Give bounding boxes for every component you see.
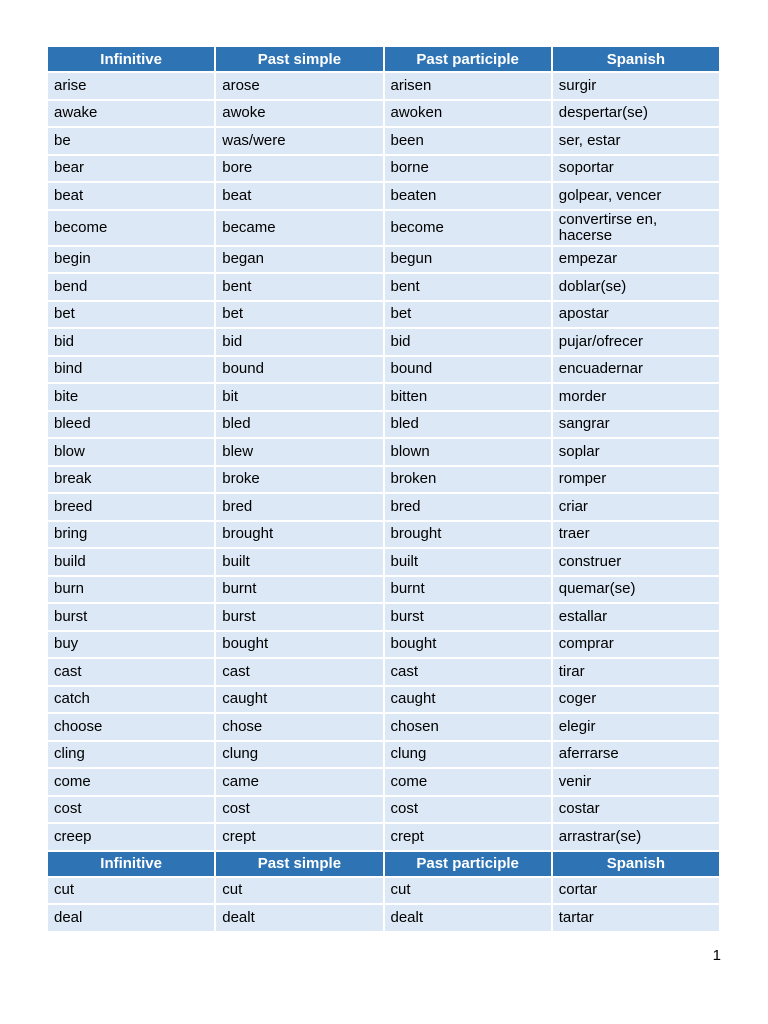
table-row — [48, 439, 719, 465]
cell-past-simple: came — [216, 769, 382, 795]
cell-past-simple: bred — [216, 494, 382, 520]
table-row — [48, 714, 719, 740]
cell-spanish: despertar(se) — [553, 101, 719, 127]
cell-past-simple: blew — [216, 439, 382, 465]
table-row — [48, 128, 719, 154]
cell-past-participle: begun — [385, 247, 551, 273]
cell-past-participle: clung — [385, 742, 551, 768]
cell-infinitive: burn — [48, 577, 214, 603]
cell-past-participle: dealt — [385, 905, 551, 931]
cell-infinitive: beat — [48, 183, 214, 209]
cell-spanish: romper — [553, 467, 719, 493]
table-row — [48, 302, 719, 328]
cell-spanish: soplar — [553, 439, 719, 465]
cell-past-simple: crept — [216, 824, 382, 850]
cell-past-participle: become — [385, 211, 551, 245]
cell-infinitive: cast — [48, 659, 214, 685]
cell-past-participle: cast — [385, 659, 551, 685]
cell-infinitive: breed — [48, 494, 214, 520]
cell-past-simple: was/were — [216, 128, 382, 154]
cell-past-participle: broken — [385, 467, 551, 493]
cell-spanish: coger — [553, 687, 719, 713]
cell-infinitive: break — [48, 467, 214, 493]
cell-infinitive: build — [48, 549, 214, 575]
cell-past-simple: arose — [216, 73, 382, 99]
cell-infinitive: bid — [48, 329, 214, 355]
cell-past-simple: broke — [216, 467, 382, 493]
cell-infinitive: cling — [48, 742, 214, 768]
column-header-past-participle: Past participle — [385, 852, 551, 876]
cell-past-simple: bent — [216, 274, 382, 300]
cell-past-simple: began — [216, 247, 382, 273]
cell-infinitive: cut — [48, 878, 214, 904]
cell-infinitive: awake — [48, 101, 214, 127]
table-row — [48, 604, 719, 630]
table-row — [48, 357, 719, 383]
cell-infinitive: come — [48, 769, 214, 795]
cell-spanish: criar — [553, 494, 719, 520]
header-row — [48, 47, 719, 71]
cell-spanish: comprar — [553, 632, 719, 658]
column-header-spanish: Spanish — [553, 852, 719, 876]
cell-past-participle: blown — [385, 439, 551, 465]
cell-past-participle: chosen — [385, 714, 551, 740]
cell-past-participle: burst — [385, 604, 551, 630]
irregular-verbs-table — [46, 45, 721, 933]
column-header-past-simple: Past simple — [216, 47, 382, 71]
table-row — [48, 905, 719, 931]
cell-spanish: quemar(se) — [553, 577, 719, 603]
cell-past-participle: come — [385, 769, 551, 795]
cell-spanish: aferrarse — [553, 742, 719, 768]
cell-infinitive: be — [48, 128, 214, 154]
table-row — [48, 247, 719, 273]
cell-spanish: estallar — [553, 604, 719, 630]
cell-past-participle: crept — [385, 824, 551, 850]
cell-past-participle: bent — [385, 274, 551, 300]
cell-infinitive: creep — [48, 824, 214, 850]
cell-spanish: arrastrar(se) — [553, 824, 719, 850]
cell-spanish: ser, estar — [553, 128, 719, 154]
cell-spanish: venir — [553, 769, 719, 795]
cell-past-participle: bid — [385, 329, 551, 355]
cell-past-simple: built — [216, 549, 382, 575]
table-row — [48, 659, 719, 685]
cell-past-participle: burnt — [385, 577, 551, 603]
cell-past-participle: bet — [385, 302, 551, 328]
cell-spanish: tirar — [553, 659, 719, 685]
cell-spanish: morder — [553, 384, 719, 410]
cell-spanish: empezar — [553, 247, 719, 273]
table-row — [48, 522, 719, 548]
cell-infinitive: bite — [48, 384, 214, 410]
cell-spanish: pujar/ofrecer — [553, 329, 719, 355]
cell-past-simple: bound — [216, 357, 382, 383]
cell-past-simple: bid — [216, 329, 382, 355]
cell-spanish: doblar(se) — [553, 274, 719, 300]
table-row — [48, 156, 719, 182]
cell-infinitive: bind — [48, 357, 214, 383]
table-row — [48, 384, 719, 410]
cell-infinitive: deal — [48, 905, 214, 931]
cell-past-simple: clung — [216, 742, 382, 768]
table-body — [48, 47, 719, 931]
table-row — [48, 577, 719, 603]
page-number: 1 — [712, 947, 721, 964]
table-row — [48, 549, 719, 575]
cell-infinitive: bear — [48, 156, 214, 182]
cell-infinitive: burst — [48, 604, 214, 630]
cell-spanish: convertirse en, hacerse — [553, 211, 719, 245]
cell-past-simple: cast — [216, 659, 382, 685]
cell-infinitive: bring — [48, 522, 214, 548]
table-row — [48, 183, 719, 209]
column-header-spanish: Spanish — [553, 47, 719, 71]
cell-past-participle: brought — [385, 522, 551, 548]
column-header-infinitive: Infinitive — [48, 852, 214, 876]
cell-past-simple: awoke — [216, 101, 382, 127]
table-row — [48, 101, 719, 127]
cell-infinitive: become — [48, 211, 214, 245]
column-header-past-participle: Past participle — [385, 47, 551, 71]
cell-past-simple: bet — [216, 302, 382, 328]
cell-infinitive: blow — [48, 439, 214, 465]
cell-past-simple: cost — [216, 797, 382, 823]
cell-past-participle: bitten — [385, 384, 551, 410]
table-row — [48, 494, 719, 520]
table-row — [48, 329, 719, 355]
table-row — [48, 274, 719, 300]
cell-past-simple: brought — [216, 522, 382, 548]
cell-spanish: costar — [553, 797, 719, 823]
table-row — [48, 769, 719, 795]
cell-past-participle: been — [385, 128, 551, 154]
cell-infinitive: bend — [48, 274, 214, 300]
cell-past-simple: dealt — [216, 905, 382, 931]
cell-past-simple: burst — [216, 604, 382, 630]
cell-infinitive: catch — [48, 687, 214, 713]
cell-spanish: construer — [553, 549, 719, 575]
column-header-past-simple: Past simple — [216, 852, 382, 876]
cell-past-participle: built — [385, 549, 551, 575]
cell-spanish: traer — [553, 522, 719, 548]
cell-past-simple: bit — [216, 384, 382, 410]
cell-past-simple: bled — [216, 412, 382, 438]
cell-infinitive: arise — [48, 73, 214, 99]
table-row — [48, 412, 719, 438]
cell-past-participle: caught — [385, 687, 551, 713]
cell-spanish: apostar — [553, 302, 719, 328]
cell-past-participle: bound — [385, 357, 551, 383]
cell-infinitive: bet — [48, 302, 214, 328]
table-row — [48, 632, 719, 658]
cell-past-simple: cut — [216, 878, 382, 904]
table-row — [48, 73, 719, 99]
cell-past-participle: cut — [385, 878, 551, 904]
cell-infinitive: bleed — [48, 412, 214, 438]
cell-infinitive: choose — [48, 714, 214, 740]
cell-past-participle: borne — [385, 156, 551, 182]
cell-infinitive: cost — [48, 797, 214, 823]
table-row — [48, 797, 719, 823]
table-row — [48, 687, 719, 713]
cell-spanish: surgir — [553, 73, 719, 99]
cell-spanish: sangrar — [553, 412, 719, 438]
cell-infinitive: begin — [48, 247, 214, 273]
table-row — [48, 467, 719, 493]
cell-past-simple: burnt — [216, 577, 382, 603]
table-row — [48, 878, 719, 904]
cell-spanish: golpear, vencer — [553, 183, 719, 209]
cell-past-participle: bought — [385, 632, 551, 658]
cell-past-participle: bred — [385, 494, 551, 520]
cell-spanish: elegir — [553, 714, 719, 740]
cell-past-participle: cost — [385, 797, 551, 823]
cell-past-simple: beat — [216, 183, 382, 209]
cell-past-simple: bought — [216, 632, 382, 658]
cell-past-simple: became — [216, 211, 382, 245]
table-row — [48, 742, 719, 768]
cell-past-participle: arisen — [385, 73, 551, 99]
table-row — [48, 211, 719, 245]
cell-past-participle: beaten — [385, 183, 551, 209]
cell-past-participle: bled — [385, 412, 551, 438]
cell-spanish: tartar — [553, 905, 719, 931]
cell-infinitive: buy — [48, 632, 214, 658]
cell-past-simple: caught — [216, 687, 382, 713]
cell-spanish: soportar — [553, 156, 719, 182]
cell-spanish: cortar — [553, 878, 719, 904]
column-header-infinitive: Infinitive — [48, 47, 214, 71]
table-row — [48, 824, 719, 850]
cell-past-simple: chose — [216, 714, 382, 740]
header-row — [48, 852, 719, 876]
cell-past-participle: awoken — [385, 101, 551, 127]
cell-spanish: encuadernar — [553, 357, 719, 383]
cell-past-simple: bore — [216, 156, 382, 182]
